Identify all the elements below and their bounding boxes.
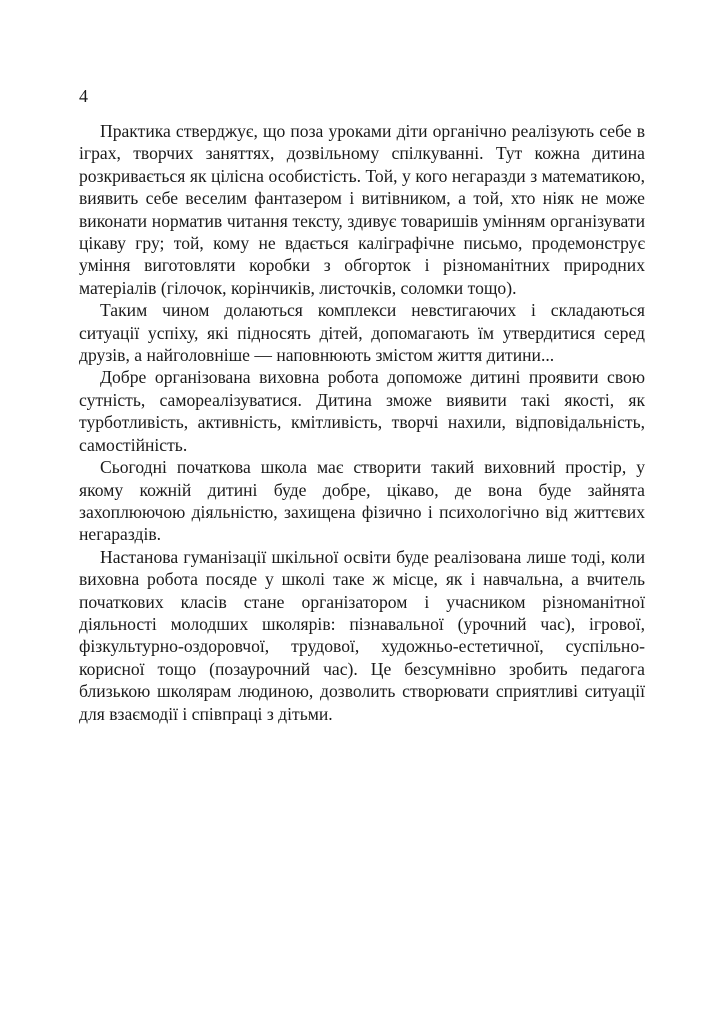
body-text — [79, 120, 645, 725]
paragraph-1: Практика стверджує, що поза уроками діти органічно реалізують себе в іграх, творчих заняттях, дозвільному спілкуванні. Тут кожна дитина розкривається як цілісна особистість. Той, у кого негаразди з математикою, виявить себе веселим фантазером і витівником, а той, хто ніяк не може виконати норматив читання тексту, здивує товаришів умінням організувати цікаву гру; той, кому не вдається каліграфічне письмо, продемонструє уміння виготовляти коробки з обгорток і різноманітних природних матеріалів (гілочок, корінчиків, листочків, соломки тощо). — [79, 121, 645, 298]
paragraph-2: Таким чином долаються комплекси невстигаючих і складаються ситуації успіху, які підносять дітей, допомагають їм утвердитися серед друзів, а найголовніше — наповнюють змістом життя дитини... — [79, 300, 645, 366]
page-number: 4 — [79, 86, 88, 106]
paragraph-5: Настанова гуманізації шкільної освіти буде реалізована лише тоді, коли виховна робота посяде у школі таке ж місце, як і навчальна, а вчитель початкових класів стане організатором і учасником різноманітної діяльності молодших школярів: пізнавальної (урочний час), ігрової, фізкультурно-оздоровчої, трудової, художньо-естетичної, суспільно-корисної тощо (позаурочний час). Це безсумнівно зробить педагога близькою школярам людиною, дозволить створювати сприятливі ситуації для взаємодії і співпраці з дітьми. — [79, 546, 645, 724]
paragraph-4: Сьогодні початкова школа має створити такий виховний простір, у якому кожній дитині буде добре, цікаво, де вона буде зайнята захоплюючою діяльністю, захищена фізично і психологічно від життєвих негараздів. — [79, 457, 645, 545]
paragraph-3: Добре організована виховна робота допоможе дитині проявити свою сутність, самореалізуватися. Дитина зможе виявити такі якості, як турботливість, активність, кмітливість, творчі нахили, відповідальність, самостійність. — [79, 367, 645, 455]
